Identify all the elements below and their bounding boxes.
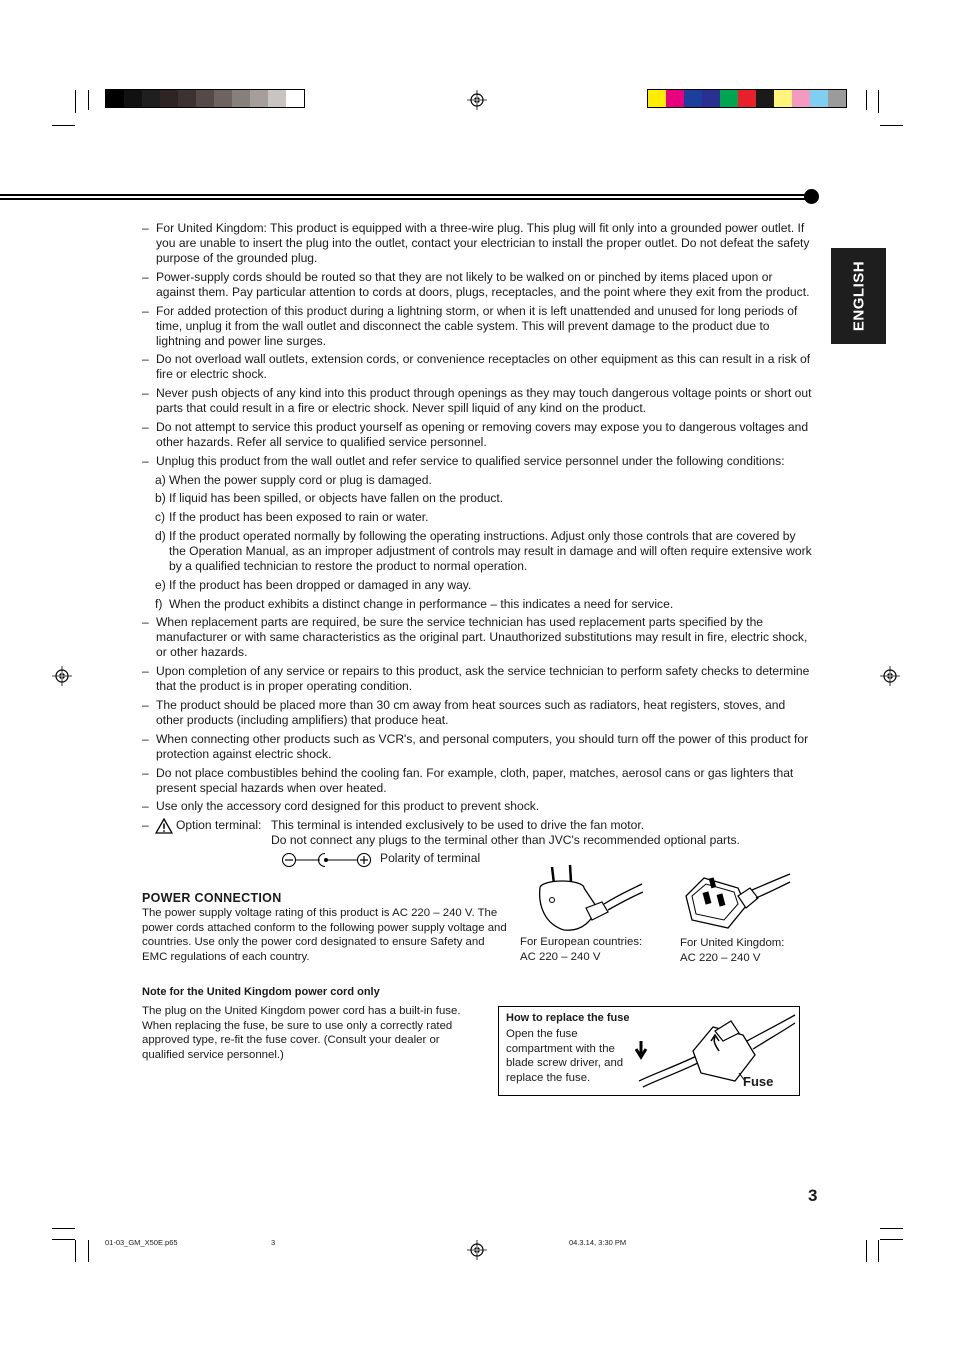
color-swatch — [810, 90, 828, 107]
european-plug-icon — [530, 862, 645, 934]
footer-timestamp: 04.3.14, 3:30 PM — [569, 1238, 627, 1247]
list-item: – Do not place combustibles behind the cooling fan. For example, cloth, paper, matches, aerosol cans or gas lighters that present special hazards when over heated. — [142, 765, 794, 795]
color-swatch — [142, 90, 160, 107]
header-rule-dot — [804, 189, 819, 204]
crop-mark — [878, 90, 879, 113]
crop-mark — [880, 125, 903, 126]
color-swatch — [196, 90, 214, 107]
color-swatch — [828, 90, 846, 107]
condition-item: c) If the product has been exposed to rain or water. — [155, 510, 429, 525]
color-swatch — [666, 90, 684, 107]
list-item: – The product should be placed more than 30 cm away from heat sources such as radiators, heat registers, stoves, and other products (including amplifiers) that produce heat. — [142, 697, 786, 727]
condition-item: e) If the product has been dropped or damaged in any way. — [155, 577, 472, 592]
footer-filename: 01-03_GM_X50E.p65 — [105, 1238, 178, 1247]
condition-item: b) If liquid has been spilled, or objects have fallen on the product. — [155, 491, 504, 506]
list-item: – When connecting other products such as VCR's, and personal computers, you should turn off the power of this product for protection against electric shock. — [142, 731, 809, 761]
color-calibration-bar — [647, 89, 847, 108]
page-number: 3 — [808, 1186, 818, 1205]
crop-mark — [52, 1228, 75, 1229]
color-swatch — [648, 90, 666, 107]
polarity-symbol-icon — [281, 852, 373, 868]
color-swatch — [106, 90, 124, 107]
color-swatch — [268, 90, 286, 107]
uk-plug-caption: For United Kingdom: AC 220 – 240 V — [680, 937, 785, 964]
footer-page: 3 — [271, 1238, 276, 1247]
option-terminal-label: Option terminal: — [176, 818, 262, 833]
color-swatch — [720, 90, 738, 107]
list-item: – For added protection of this product during a lightning storm, or when it is left unattended and unused for long periods of time, unplug it from the wall outlet and disconnect the cable system. This will prevent damage to the product due to lightning and power line surges. — [142, 303, 798, 348]
fuse-replacement-box — [498, 1006, 800, 1096]
color-swatch — [756, 90, 774, 107]
european-plug-caption: For European countries: AC 220 – 240 V — [520, 936, 643, 963]
header-rule — [0, 198, 810, 200]
color-swatch — [774, 90, 792, 107]
crop-mark — [88, 90, 89, 110]
crop-mark — [75, 1240, 76, 1262]
list-item: – Power-supply cords should be routed so that they are not likely to be walked on or pinched by items placed upon or against them. Pay particular attention to cords at doors, plugs, receptacles, and the point where they exit from the product. — [142, 269, 810, 299]
color-swatch — [160, 90, 178, 107]
color-swatch — [684, 90, 702, 107]
option-terminal-line: This terminal is intended exclusively to be used to drive the fan motor. — [271, 818, 645, 833]
registration-mark-icon — [467, 90, 487, 110]
polarity-label: Polarity of terminal — [380, 851, 481, 866]
list-item: – For United Kingdom: This product is equipped with a three-wire plug. This plug will fit only into a grounded power outlet. If you are unable to insert the plug into the outlet, contact your electrician to install the proper outlet. Do not defeat the safety purpose of the grounded plug. — [142, 221, 810, 265]
list-item: – Use only the accessory cord designed for this product to prevent shock. — [142, 799, 540, 814]
uk-note-heading: Note for the United Kingdom power cord only — [142, 986, 380, 998]
color-swatch — [738, 90, 756, 107]
list-item: – Upon completion of any service or repairs to this product, ask the service technician to perform safety checks to determine that the product is in proper operating condition. — [142, 664, 810, 694]
gray-calibration-bar — [105, 89, 305, 108]
crop-mark — [880, 1228, 903, 1229]
power-connection-heading: POWER CONNECTION — [142, 891, 282, 905]
uk-note-body: The plug on the United Kingdom power cord has a built-in fuse. When replacing the fuse, be sure to use only a correctly rated approved type, re-fit the fuse cover. (Consult your dealer or qualified service personnel.) — [142, 1005, 461, 1061]
list-item: – Do not overload wall outlets, extension cords, or convenience receptacles on other equipment as this can result in a risk of fire or electric shock. — [142, 352, 811, 382]
crop-mark — [880, 1239, 903, 1240]
crop-mark — [52, 125, 75, 126]
color-swatch — [124, 90, 142, 107]
header-rule — [0, 194, 810, 196]
crop-mark — [878, 1240, 879, 1262]
language-tab — [831, 248, 886, 344]
fuse-box-heading: How to replace the fuse — [506, 1012, 630, 1024]
crop-mark — [52, 1239, 75, 1240]
crop-mark — [866, 1240, 867, 1262]
option-terminal-item: – Option terminal: This terminal is intended exclusively to be used to drive the fan motor. Do not connect any plugs to the terminal other than JVC's recommended optional parts. Polarity of terminal — [142, 818, 812, 873]
fuse-label: Fuse — [743, 1074, 774, 1089]
language-tab-label: ENGLISH — [850, 260, 867, 332]
condition-item: f) When the product exhibits a distinct change in performance – this indicates a need for service. — [155, 596, 674, 611]
list-item: – Never push objects of any kind into this product through openings as they may touch dangerous voltage points or short out parts that could result in a fire or electric shock. Never spill liquid of any kind on the product. — [142, 386, 812, 416]
color-swatch — [792, 90, 810, 107]
list-item: – Unplug this product from the wall outlet and refer service to qualified service personnel under the following conditions: — [142, 453, 785, 468]
color-swatch — [286, 90, 304, 107]
color-swatch — [178, 90, 196, 107]
list-item: – Do not attempt to service this product yourself as opening or removing covers may expose you to dangerous voltages and other hazards. Refer all service to qualified service personnel. — [142, 419, 809, 449]
safety-instructions — [142, 221, 812, 873]
crop-mark — [75, 90, 76, 113]
color-swatch — [214, 90, 232, 107]
color-swatch — [232, 90, 250, 107]
power-connection-body: The power supply voltage rating of this product is AC 220 – 240 V. The power cords attached conform to the following power supply voltage and countries. Use only the power cord designated to ensure Safety and EMC regulations of each country. — [142, 907, 507, 963]
crop-mark — [88, 1240, 89, 1262]
color-swatch — [702, 90, 720, 107]
fuse-box-body: Open the fuse compartment with the blade screw driver, and replace the fuse. — [506, 1028, 624, 1084]
color-swatch — [250, 90, 268, 107]
registration-mark-icon — [467, 1240, 487, 1260]
option-terminal-line: Do not connect any plugs to the terminal other than JVC's recommended optional parts. — [271, 833, 740, 848]
uk-plug-icon — [680, 870, 792, 934]
registration-mark-icon — [880, 666, 900, 686]
list-item: – When replacement parts are required, be sure the service technician has used replacement parts specified by the manufacturer or with same characteristics as the original part. Unauthorized substitutions may result in fire, electric shock, or other hazards. — [142, 615, 808, 660]
condition-item: a) When the power supply cord or plug is damaged. — [155, 472, 432, 487]
crop-mark — [866, 90, 867, 110]
registration-mark-icon — [52, 666, 72, 686]
warning-triangle-icon — [155, 818, 173, 834]
condition-item: d) If the product operated normally by following the operating instructions. Adjust only those controls that are covered by the Operation Manual, as an improper adjustment of controls may result in damage and will often require extensive work by a qualified technician to restore the product to normal operation. — [155, 528, 812, 573]
